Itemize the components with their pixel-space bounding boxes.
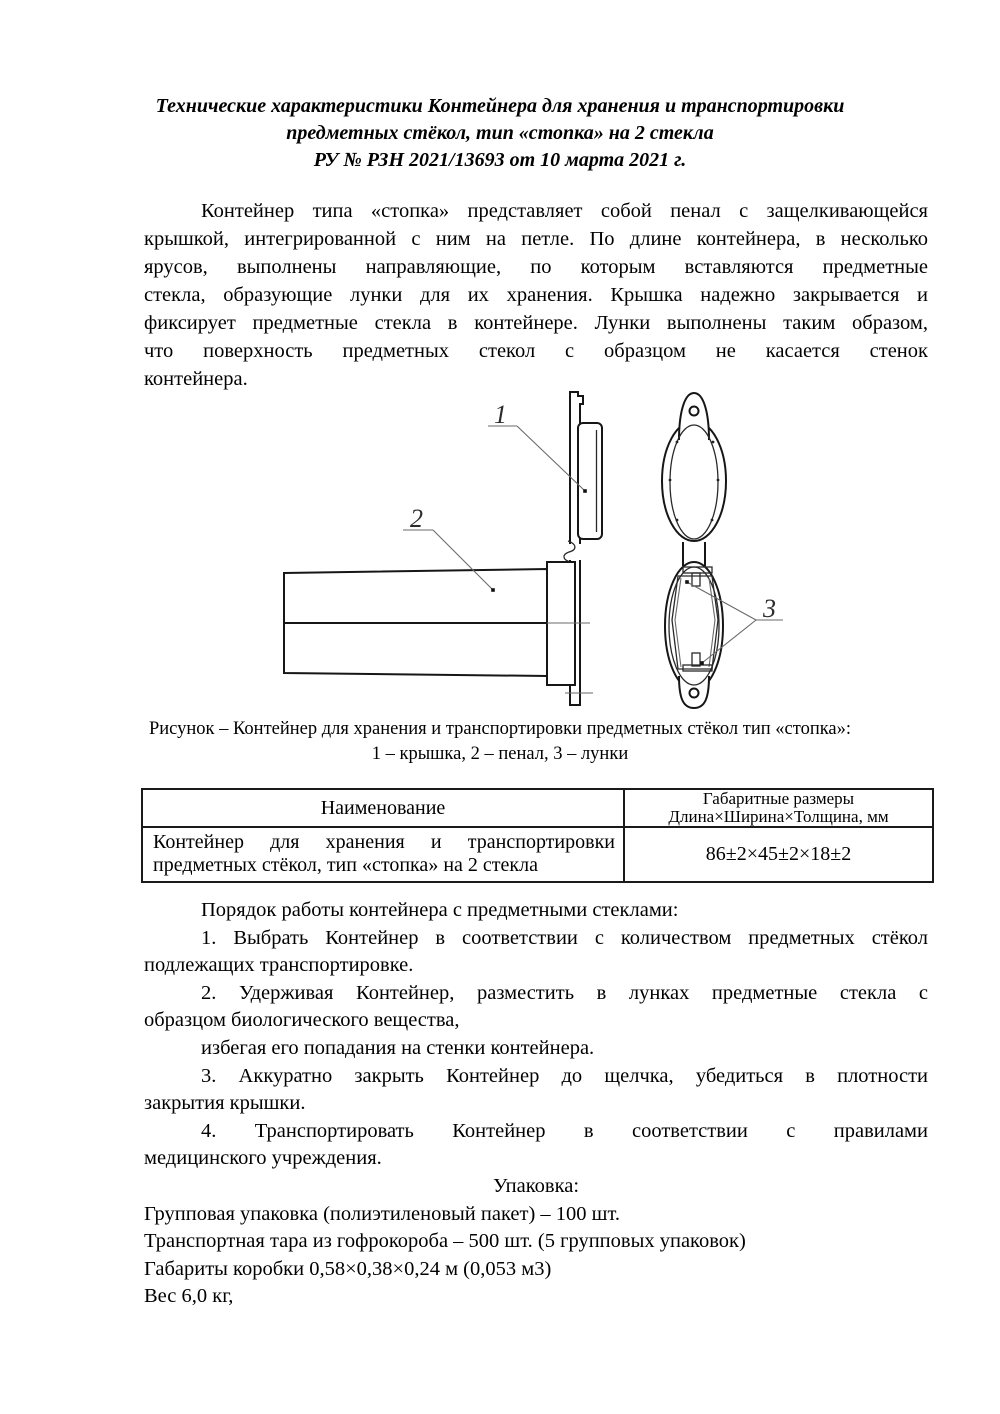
paragraph-line: контейнера. bbox=[144, 368, 248, 390]
procedure-step-line: 1. Выбрать Контейнер в соответствии с количеством предметных стёкол bbox=[201, 926, 928, 949]
name-line-1: Контейнер для хранения и транспортировки bbox=[153, 831, 615, 853]
paragraph-line: фиксирует предметные стекла в контейнере. Лунки выполнены таким образом, bbox=[144, 312, 928, 334]
packaging-line: Габариты коробки 0,58×0,38×0,24 м (0,053 м3) bbox=[144, 1257, 552, 1280]
paragraph-line: стекла, образующие лунки для их хранения. Крышка надежно закрывается и bbox=[144, 284, 928, 306]
table-header-row bbox=[142, 789, 933, 827]
caption-line-2: 1 – крышка, 2 – пенал, 3 – лунки bbox=[371, 744, 629, 764]
figure-label-1: 1 bbox=[494, 400, 507, 429]
table-row bbox=[142, 827, 933, 882]
procedure-step-line: подлежащих транспортировке. bbox=[144, 954, 414, 977]
header-dims-line-1: Габаритные размеры bbox=[702, 789, 855, 808]
procedure-step-line: образцом биологического вещества, bbox=[144, 1009, 460, 1032]
figure-label-3: 3 bbox=[763, 594, 776, 623]
paragraph-line: крышкой, интегрированной с ним на петле. По длине контейнера, в несколько bbox=[144, 228, 928, 250]
title-line-2: предметных стёкол, тип «стопка» на 2 стекла bbox=[286, 122, 714, 144]
front-view-group bbox=[662, 393, 726, 708]
procedure-section bbox=[144, 897, 928, 1311]
header-dims-line-2: Длина×Ширина×Толщина, мм bbox=[668, 807, 889, 826]
title-line-1: Технические характеристики Контейнера для хранения и транспортировки bbox=[155, 95, 845, 117]
figure-caption bbox=[0, 717, 1000, 767]
procedure-step-line: закрытия крышки. bbox=[144, 1092, 306, 1115]
table-cell-name bbox=[142, 827, 624, 882]
screw-hole-bottom bbox=[690, 689, 699, 698]
paragraph-line: что поверхность предметных стекол с образцом не касается стенок bbox=[144, 340, 928, 362]
screw-hole-top bbox=[690, 407, 699, 416]
intro-paragraph bbox=[144, 197, 928, 393]
title-line-3: РУ № РЗН 2021/13693 от 10 марта 2021 г. bbox=[313, 149, 687, 171]
name-line-2: предметных стёкол, тип «стопка» на 2 стекла bbox=[153, 854, 538, 876]
table-header-dimensions bbox=[624, 789, 933, 827]
packaging-line: Транспортная тара из гофрокороба – 500 шт. (5 групповых упаковок) bbox=[144, 1230, 746, 1253]
procedure-step-line: 4. Транспортировать Контейнер в соответствии с правилами bbox=[201, 1119, 928, 1142]
table-cell-dimensions: 86±2×45±2×18±2 bbox=[624, 827, 933, 882]
packaging-line: Вес 6,0 кг, bbox=[144, 1285, 234, 1308]
document-title bbox=[0, 93, 1000, 174]
procedure-step-line: 2. Удерживая Контейнер, разместить в лунках предметные стекла с bbox=[201, 981, 928, 1004]
container-technical-drawing bbox=[275, 388, 795, 718]
paragraph-line: Контейнер типа «стопка» представляет собой пенал с защелкивающейся bbox=[201, 200, 928, 222]
procedure-step-line: медицинского учреждения. bbox=[144, 1147, 382, 1170]
side-view-group bbox=[284, 392, 602, 705]
caption-line-1: Рисунок – Контейнер для хранения и транспортировки предметных стёкол тип «стопка»: bbox=[148, 719, 852, 739]
lid-side-view bbox=[578, 423, 602, 539]
dimensions-table bbox=[141, 788, 934, 883]
procedure-heading: Порядок работы контейнера с предметными стеклами: bbox=[201, 899, 679, 921]
paragraph-line: ярусов, выполнены направляющие, по которым вставляются предметные bbox=[144, 256, 928, 278]
packaging-heading: Упаковка: bbox=[492, 1174, 580, 1197]
procedure-step-line: избегая его попадания на стенки контейнера. bbox=[201, 1036, 595, 1059]
procedure-step-line: 3. Аккуратно закрыть Контейнер до щелчка, убедиться в плотности bbox=[201, 1064, 928, 1087]
figure-label-2: 2 bbox=[410, 504, 423, 533]
table-header-name: Наименование bbox=[142, 789, 624, 827]
packaging-line: Групповая упаковка (полиэтиленовый пакет) – 100 шт. bbox=[144, 1202, 620, 1225]
